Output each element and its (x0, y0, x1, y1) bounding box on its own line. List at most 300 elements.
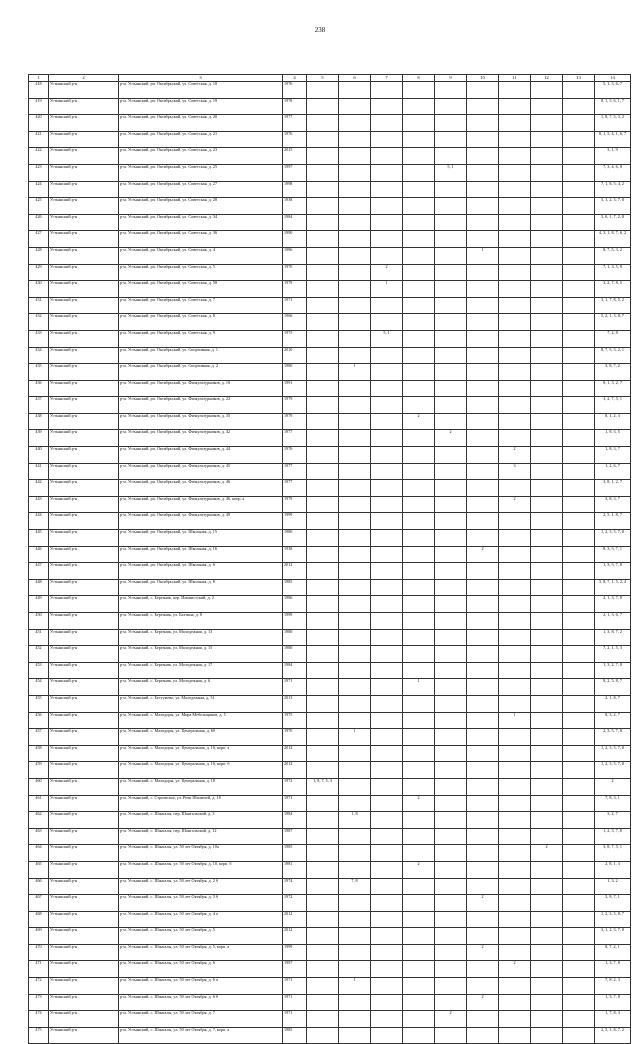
row-col14: 3, 2, 7, 5, 1 (595, 397, 631, 414)
row-col11 (499, 530, 531, 547)
row-number: 446 (29, 546, 49, 563)
row-col6 (339, 828, 371, 845)
row-year: 1986 (283, 596, 307, 613)
column-header-7: 7 (371, 75, 403, 82)
row-address: р-н. Устьянский, с. Березник, ул. Молодежная, д. 15 (119, 646, 283, 663)
row-col11 (499, 762, 531, 779)
row-col6 (339, 911, 371, 928)
row-col5 (307, 380, 339, 397)
row-col12 (531, 994, 563, 1011)
row-col9 (435, 148, 467, 165)
row-col5 (307, 480, 339, 497)
row-year: 1985 (283, 845, 307, 862)
row-col13 (563, 928, 595, 945)
row-col12 (531, 712, 563, 729)
row-col13 (563, 546, 595, 563)
row-col12 (531, 181, 563, 198)
row-col13 (563, 164, 595, 181)
row-col10 (467, 911, 499, 928)
row-col10 (467, 214, 499, 231)
row-col10 (467, 563, 499, 580)
row-col6 (339, 944, 371, 961)
row-col6 (339, 347, 371, 364)
row-organization: Устьянский р-н (49, 712, 119, 729)
row-address: р-н. Устьянский, рп. Октябрьский, ул. Советская, д. 34 (119, 214, 283, 231)
row-col6 (339, 115, 371, 132)
row-col6 (339, 214, 371, 231)
row-col6 (339, 745, 371, 762)
row-col8 (403, 778, 435, 795)
row-year: 1990 (283, 231, 307, 248)
table-row (29, 131, 631, 148)
row-col8 (403, 530, 435, 547)
row-col13 (563, 795, 595, 812)
row-col14: 5, 1, 2, 3, 7, 8 (595, 198, 631, 215)
row-number: 444 (29, 513, 49, 530)
row-col7 (371, 845, 403, 862)
row-col8: 1 (403, 679, 435, 696)
row-col14: 3, 6, 1, 7, 2, 8 (595, 214, 631, 231)
row-col5 (307, 729, 339, 746)
row-organization: Устьянский р-н (49, 629, 119, 646)
table-row (29, 596, 631, 613)
row-col13 (563, 214, 595, 231)
row-organization: Устьянский р-н (49, 413, 119, 430)
row-col6 (339, 961, 371, 978)
row-col11 (499, 596, 531, 613)
row-col8 (403, 961, 435, 978)
row-year: 1970 (283, 264, 307, 281)
row-col12 (531, 447, 563, 464)
row-organization: Устьянский р-н (49, 380, 119, 397)
table-row (29, 463, 631, 480)
row-col9 (435, 994, 467, 1011)
row-col6: 1, 8 (339, 812, 371, 829)
row-col10 (467, 413, 499, 430)
row-address: р-н. Устьянский, рп. Октябрьский, ул. Советская, д. 28 (119, 198, 283, 215)
row-year: 1997 (283, 961, 307, 978)
row-col8 (403, 1011, 435, 1028)
row-number: 426 (29, 214, 49, 231)
row-col6 (339, 281, 371, 298)
row-col7 (371, 397, 403, 414)
row-col8 (403, 380, 435, 397)
row-col9 (435, 712, 467, 729)
row-address: р-н. Устьянский, рп. Октябрьский, ул. Физкультурников, д. 46, копр. а (119, 496, 283, 513)
row-number: 470 (29, 944, 49, 961)
row-address: р-н. Устьянский, с. Березник, ул. Молодежная, д. 17 (119, 662, 283, 679)
row-col11 (499, 978, 531, 995)
row-col9 (435, 297, 467, 314)
row-col8 (403, 729, 435, 746)
row-col11 (499, 845, 531, 862)
row-address: р-н. Устьянский, с. Шангалы, ул. 50 лет Октября, д. 7 (119, 1011, 283, 1028)
table-row (29, 413, 631, 430)
row-col12 (531, 380, 563, 397)
row-number: 420 (29, 115, 49, 132)
row-col14: 3, 1, 9 (595, 148, 631, 165)
row-col5 (307, 911, 339, 928)
row-col14: 5, 2, 1, 3, 8, 7 (595, 314, 631, 331)
table-row (29, 679, 631, 696)
row-col9 (435, 264, 467, 281)
row-address: р-н. Устьянский, рп. Октябрьский, ул. Советская, д. 23 (119, 148, 283, 165)
table-row (29, 198, 631, 215)
row-col12 (531, 944, 563, 961)
row-col12 (531, 530, 563, 547)
row-col9 (435, 447, 467, 464)
row-address: р-н. Устьянский, с. Шангалы, ул. 50 лет Октября, д. 6 а (119, 978, 283, 995)
row-address: р-н. Устьянский, рп. Октябрьский, ул. Советская, д. 27 (119, 181, 283, 198)
row-col6 (339, 629, 371, 646)
row-col12 (531, 397, 563, 414)
row-col9 (435, 347, 467, 364)
row-col12 (531, 198, 563, 215)
row-col7: 1 (371, 281, 403, 298)
row-col5 (307, 812, 339, 829)
row-organization: Устьянский р-н (49, 911, 119, 928)
row-col12 (531, 314, 563, 331)
row-col9 (435, 463, 467, 480)
row-col10 (467, 330, 499, 347)
row-col11 (499, 98, 531, 115)
row-year: 2013 (283, 695, 307, 712)
row-col8 (403, 546, 435, 563)
row-col7 (371, 413, 403, 430)
row-col11 (499, 397, 531, 414)
row-col13 (563, 845, 595, 862)
row-col11 (499, 944, 531, 961)
row-col5 (307, 1027, 339, 1044)
row-col13 (563, 745, 595, 762)
row-year: 1979 (283, 397, 307, 414)
row-col9 (435, 563, 467, 580)
row-address: р-н. Устьянский, рп. Октябрьский, ул. Советская, д. 8 (119, 314, 283, 331)
row-col9 (435, 695, 467, 712)
row-col8 (403, 330, 435, 347)
row-col13 (563, 98, 595, 115)
row-col5 (307, 712, 339, 729)
table-row (29, 579, 631, 596)
row-col9 (435, 795, 467, 812)
row-col6 (339, 247, 371, 264)
registry-table (28, 74, 631, 1044)
row-organization: Устьянский р-н (49, 795, 119, 812)
row-col8: 2 (403, 795, 435, 812)
row-year: 1976 (283, 447, 307, 464)
row-address: р-н. Устьянский, с. Малодоры, ул. Центральная, д. 16, корп. а (119, 745, 283, 762)
row-address: р-н. Устьянский, с. Шангалы, ул. 50 лет Октября, д. 2 б (119, 878, 283, 895)
row-col5 (307, 214, 339, 231)
row-col14: 4, 3, 1, 8, 7, 6, 2 (595, 231, 631, 248)
row-col13 (563, 563, 595, 580)
row-col12 (531, 264, 563, 281)
row-address: р-н. Устьянский, рп. Октябрьский, ул. Советская, д. 5 (119, 264, 283, 281)
row-col11: 2 (499, 447, 531, 464)
row-number: 437 (29, 397, 49, 414)
row-col7 (371, 480, 403, 497)
row-col5 (307, 447, 339, 464)
table-row (29, 944, 631, 961)
row-col7 (371, 563, 403, 580)
row-col8 (403, 1027, 435, 1044)
row-col6 (339, 463, 371, 480)
row-col11 (499, 413, 531, 430)
row-col14: 7, 8, 2, 3 (595, 978, 631, 995)
row-col13 (563, 961, 595, 978)
row-col14: 2, 1, 3, 7, 8 (595, 596, 631, 613)
row-address: р-н. Устьянский, рп. Октябрьский, ул. Советская, д. 20 (119, 115, 283, 132)
row-col9 (435, 845, 467, 862)
row-col8 (403, 281, 435, 298)
table-row (29, 397, 631, 414)
row-col13 (563, 1011, 595, 1028)
row-organization: Устьянский р-н (49, 397, 119, 414)
row-col11 (499, 563, 531, 580)
row-col10 (467, 231, 499, 248)
row-address: р-н. Устьянский, рп. Октябрьский, ул. Физкультурников, д. 49 (119, 513, 283, 530)
row-number: 461 (29, 795, 49, 812)
row-address: р-н. Устьянский, с. Бестужево, ул. Молодежная, д. 31 (119, 695, 283, 712)
row-number: 441 (29, 463, 49, 480)
row-year: 1998 (283, 181, 307, 198)
row-col14: 1, 2, 3, 5, 8, 7 (595, 911, 631, 928)
row-address: р-н. Устьянский, с. Строевское, ул. Речи Шилючей, д. 18 (119, 795, 283, 812)
table-row (29, 181, 631, 198)
row-col6 (339, 513, 371, 530)
row-col13 (563, 115, 595, 132)
row-col14: 3, 8, 7, 1 (595, 895, 631, 912)
row-col9 (435, 944, 467, 961)
row-col8 (403, 513, 435, 530)
row-col9 (435, 778, 467, 795)
row-year: 1977 (283, 430, 307, 447)
row-col14: 7, 3, 4, 6, 8 (595, 164, 631, 181)
row-col12 (531, 148, 563, 165)
row-col10: 2 (467, 546, 499, 563)
row-address: р-н. Устьянский, рп. Октябрьский, ул. Советская, д. 58 (119, 281, 283, 298)
row-address: р-н. Устьянский, рп. Октябрьский, ул. Физкультурников, д. 42 (119, 430, 283, 447)
row-address: р-н. Устьянский, рп. Октябрьский, ул. Школьная, д. 6 (119, 563, 283, 580)
column-header-1: 1 (29, 75, 49, 82)
row-col6 (339, 646, 371, 663)
row-number: 474 (29, 1011, 49, 1028)
row-number: 445 (29, 530, 49, 547)
table-row (29, 496, 631, 513)
row-col13 (563, 181, 595, 198)
table-row (29, 480, 631, 497)
row-col13 (563, 364, 595, 381)
row-address: р-н. Устьянский, с. Шангалы, ул. 50 лет Октября, д. 6 (119, 961, 283, 978)
row-col6 (339, 496, 371, 513)
row-col5 (307, 347, 339, 364)
row-col12 (531, 463, 563, 480)
row-col5 (307, 845, 339, 862)
row-number: 450 (29, 613, 49, 630)
row-col13 (563, 148, 595, 165)
row-col7 (371, 131, 403, 148)
row-organization: Устьянский р-н (49, 131, 119, 148)
row-col11 (499, 330, 531, 347)
row-col11 (499, 430, 531, 447)
row-col13 (563, 330, 595, 347)
row-col10 (467, 679, 499, 696)
row-col12 (531, 1027, 563, 1044)
row-col10 (467, 496, 499, 513)
row-col14: 3, 8, 7, 2 (595, 364, 631, 381)
row-year: 1979 (283, 413, 307, 430)
table-row (29, 778, 631, 795)
row-col5 (307, 98, 339, 115)
row-organization: Устьянский р-н (49, 695, 119, 712)
row-col7 (371, 944, 403, 961)
row-col9 (435, 546, 467, 563)
row-organization: Устьянский р-н (49, 330, 119, 347)
row-col12 (531, 347, 563, 364)
row-col6: 1 (339, 978, 371, 995)
table-row (29, 115, 631, 132)
row-organization: Устьянский р-н (49, 98, 119, 115)
row-number: 418 (29, 82, 49, 99)
row-year: 1984 (283, 214, 307, 231)
row-col6 (339, 563, 371, 580)
column-header-8: 8 (403, 75, 435, 82)
row-col7 (371, 895, 403, 912)
row-col11 (499, 513, 531, 530)
row-col6 (339, 695, 371, 712)
row-col8 (403, 978, 435, 995)
row-col8 (403, 314, 435, 331)
row-col14: 1, 2, 3, 7, 8 (595, 828, 631, 845)
row-col5 (307, 646, 339, 663)
row-col10 (467, 380, 499, 397)
row-col13 (563, 911, 595, 928)
row-col14: 1, 3, 8, 7, 2 (595, 629, 631, 646)
row-number: 430 (29, 281, 49, 298)
row-col13 (563, 480, 595, 497)
row-col5 (307, 430, 339, 447)
row-col8 (403, 264, 435, 281)
row-col14: 1, 3, 5, 7, 8 (595, 563, 631, 580)
table-row (29, 994, 631, 1011)
row-number: 433 (29, 330, 49, 347)
row-col8 (403, 596, 435, 613)
row-col10 (467, 447, 499, 464)
row-organization: Устьянский р-н (49, 563, 119, 580)
row-col13 (563, 646, 595, 663)
row-year: 1938 (283, 546, 307, 563)
table-row (29, 297, 631, 314)
row-address: р-н. Устьянский, рп. Октябрьский, ул. Школьная, д. 15 (119, 530, 283, 547)
row-col6 (339, 762, 371, 779)
row-col10 (467, 762, 499, 779)
row-col9: 5, 1 (435, 164, 467, 181)
table-row (29, 447, 631, 464)
row-organization: Устьянский р-н (49, 164, 119, 181)
row-organization: Устьянский р-н (49, 297, 119, 314)
row-organization: Устьянский р-н (49, 944, 119, 961)
row-number: 423 (29, 164, 49, 181)
row-col5 (307, 978, 339, 995)
row-number: 436 (29, 380, 49, 397)
row-col6 (339, 447, 371, 464)
row-col10 (467, 397, 499, 414)
row-col12 (531, 629, 563, 646)
row-organization: Устьянский р-н (49, 530, 119, 547)
row-col13 (563, 812, 595, 829)
row-col11: 2 (499, 961, 531, 978)
row-organization: Устьянский р-н (49, 314, 119, 331)
row-col10 (467, 98, 499, 115)
row-number: 465 (29, 861, 49, 878)
row-number: 467 (29, 895, 49, 912)
row-col6 (339, 164, 371, 181)
row-col7 (371, 729, 403, 746)
row-number: 464 (29, 845, 49, 862)
row-col12 (531, 729, 563, 746)
row-year: 2010 (283, 347, 307, 364)
row-col9 (435, 878, 467, 895)
row-col10 (467, 961, 499, 978)
row-year: 2012 (283, 928, 307, 945)
row-col5: 1, 8, 7, 5, 3 (307, 778, 339, 795)
row-col7 (371, 115, 403, 132)
row-col5 (307, 513, 339, 530)
row-col12 (531, 596, 563, 613)
row-col13 (563, 695, 595, 712)
row-col14: 3, 8, 3, 7 (595, 496, 631, 513)
row-col11 (499, 878, 531, 895)
row-col10 (467, 198, 499, 215)
row-col7 (371, 1027, 403, 1044)
row-col8 (403, 480, 435, 497)
row-organization: Устьянский р-н (49, 115, 119, 132)
row-year: 1984 (283, 662, 307, 679)
table-row (29, 895, 631, 912)
row-organization: Устьянский р-н (49, 845, 119, 862)
row-col14: 7, 8, 3, 1 (595, 795, 631, 812)
row-col11 (499, 480, 531, 497)
row-col14: 3, 2, 7, 8, 5 (595, 281, 631, 298)
row-address: р-н. Устьянский, рп. Октябрьский, ул. Советская, д. 21 (119, 131, 283, 148)
row-col5 (307, 231, 339, 248)
column-header-12: 12 (531, 75, 563, 82)
row-col5 (307, 496, 339, 513)
row-col14: 3, 8, 1, 2, 7 (595, 480, 631, 497)
row-col14: 7, 1, 3, 5, 8 (595, 264, 631, 281)
row-col5 (307, 695, 339, 712)
row-col13 (563, 613, 595, 630)
row-col13 (563, 264, 595, 281)
row-col12: 2 (531, 845, 563, 862)
row-address: р-н. Устьянский, рп. Октябрьский, ул. Спортивная, д. 1 (119, 347, 283, 364)
row-number: 427 (29, 231, 49, 248)
row-col5 (307, 247, 339, 264)
row-col12 (531, 413, 563, 430)
row-col14: 3, 1, 2, 3, 7, 8 (595, 928, 631, 945)
row-year: 1977 (283, 115, 307, 132)
row-organization: Устьянский р-н (49, 148, 119, 165)
table-row (29, 629, 631, 646)
row-col14: 8, 1, 5, 6, 1, 7 (595, 98, 631, 115)
row-col9: 2 (435, 1011, 467, 1028)
row-col10 (467, 297, 499, 314)
row-organization: Устьянский р-н (49, 364, 119, 381)
row-col14: 1, 2, 3, 5, 7, 8 (595, 745, 631, 762)
table-row (29, 911, 631, 928)
row-organization: Устьянский р-н (49, 1011, 119, 1028)
row-address: р-н. Устьянский, рп. Октябрьский, ул. Советская, д. 18 (119, 82, 283, 99)
